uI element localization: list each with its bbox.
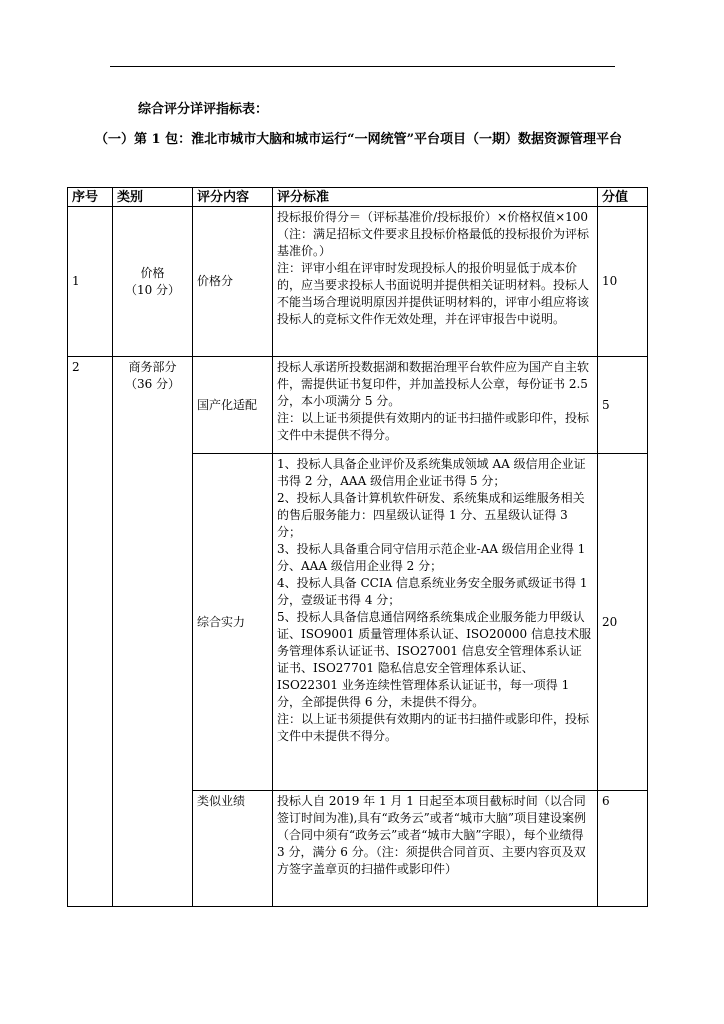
row-category: 价格 （10 分） [113,207,193,357]
row-score: 6 [598,791,648,907]
header-category: 类别 [113,188,193,207]
row-no: 2 [68,357,113,907]
row-criteria: 投标人自 2019 年 1 月 1 日起至本项目截标时间（以合同签订时间为准),具有“政务云”或者“城市大脑”项目建设案例（合同中须有“政务云”或者“城市大脑”字眼），每个业绩得 3 分，满分 6 分。（注：须提供合同首页、主要内容页及双方签字盖章页的扫描件或影印件） [273,791,598,907]
row-no: 1 [68,207,113,357]
row-score: 10 [598,207,648,357]
row-category: 商务部分 （36 分） [113,357,193,907]
row-content: 价格分 [193,207,273,357]
section-title: （一）第 1 包：淮北市城市大脑和城市运行“一网统管”平台项目（一期）数据资源管理平台 [95,132,623,147]
header-content: 评分内容 [193,188,273,207]
table-header-row [68,188,648,207]
row-content: 国产化适配 [193,357,273,454]
row-criteria: 投标人承诺所投数据湖和数据治理平台软件应为国产自主软件，需提供证书复印件，并加盖投标人公章，每份证书 2.5 分，本小项满分 5 分。 注：以上证书须提供有效期内的证书扫描件或影印件，投标文件中未提供不得分。 [273,357,598,454]
table-row [68,357,648,454]
header-criteria: 评分标准 [273,188,598,207]
row-score: 5 [598,357,648,454]
row-score: 20 [598,454,648,791]
row-content: 类似业绩 [193,791,273,907]
page-heading: 综合评分详评指标表： [138,102,269,117]
row-content: 综合实力 [193,454,273,791]
table-row [68,207,648,357]
row-criteria: 投标报价得分＝（评标基准价/投标报价）×价格权值×100（注：满足招标文件要求且投标价格最低的投标报价为评标基准价。） 注：评审小组在评审时发现投标人的报价明显低于成本价的，应当要求投标人书面说明并提供相关证明材料。投标人不能当场合理说明原因并提供证明材料的，评审小组应将该投标人的竞标文件作无效处理，并在评审报告中说明。 [273,207,598,357]
row-criteria: 1、投标人具备企业评价及系统集成领域 AA 级信用企业证书得 2 分，AAA 级信用企业证书得 5 分； 2、投标人具备计算机软件研发、系统集成和运维服务相关的售后服务能力：四星级认证得 1 分、五星级认证得 3 分； 3、投标人具备重合同守信用示范企业-AA 级信用企业得 1 分、AAA 级信用企业得 2 分； 4、投标人具备 CCIA 信息系统业务安全服务贰级证书得 1 分，壹级证书得 4 分； 5、投标人具备信息通信网络系统集成企业服务能力甲级认证、ISO9001 质量管理体系认证、ISO20000 信息技术服务管理体系认证证书、ISO27001 信息安全管理体系认证证书、ISO27701 隐私信息安全管理体系认证、ISO22301 业务连续性管理体系认证证书，每一项得 1 分，全部提供得 6 分，未提供不得分。 注：以上证书须提供有效期内的证书扫描件或影印件，投标文件中未提供不得分。 [273,454,598,791]
header-no: 序号 [68,188,113,207]
top-rule [110,66,615,67]
scoring-table [67,187,648,907]
header-score: 分值 [598,188,648,207]
